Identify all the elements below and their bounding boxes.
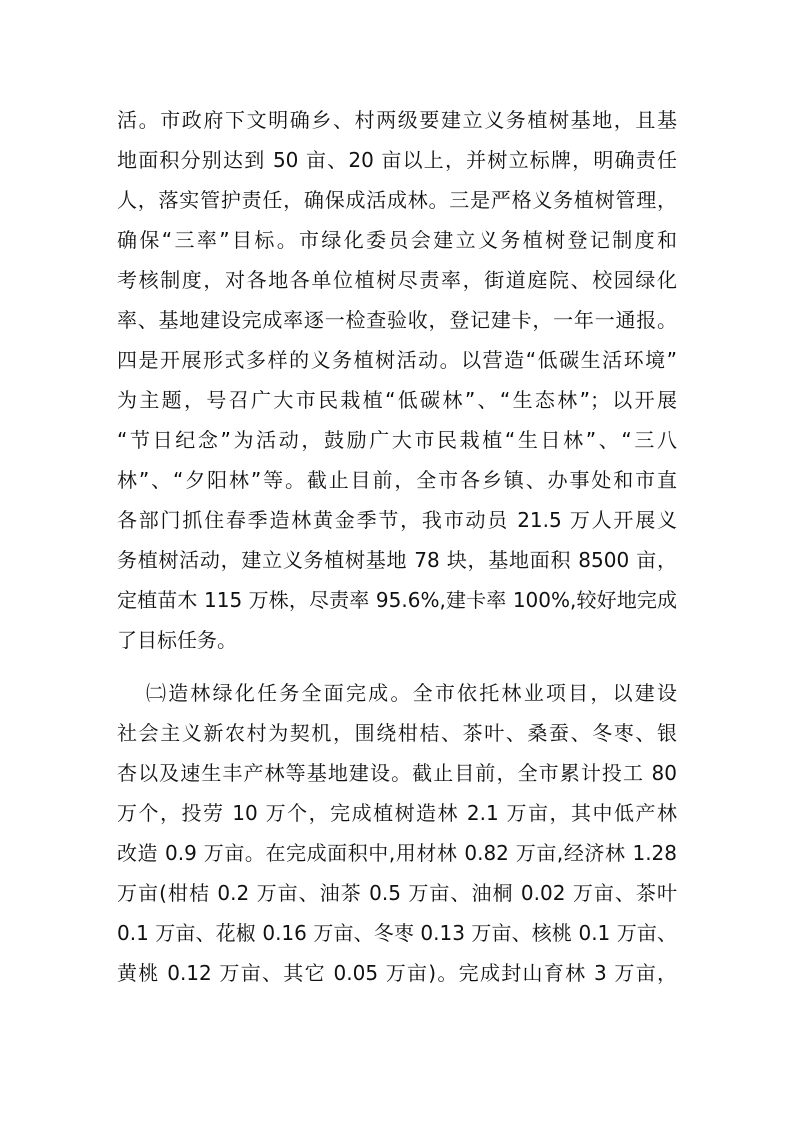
text-line: 地面积分别达到 50 亩、20 亩以上，并树立标牌，明确责任 — [117, 148, 677, 172]
text-line: 林”、“夕阳林”等。截止目前，全市各乡镇、办事处和市直 — [117, 468, 677, 492]
text-line: 确保“三率”目标。市绿化委员会建立义务植树登记制度和 — [117, 228, 677, 252]
text-line: 为主题，号召广大市民栽植“低碳林”、“生态林”；以开展 — [117, 388, 677, 412]
text-line: “节日纪念”为活动，鼓励广大市民栽植“生日林”、“三八 — [117, 428, 677, 452]
paragraph-heading-line: ㈡造林绿化任务全面完成。全市依托林业项目，以建设 — [146, 681, 677, 705]
text-line: 四是开展形式多样的义务植树活动。以营造“低碳生活环境” — [117, 348, 677, 372]
text-line: 改造 0.9 万亩。在完成面积中,用材林 0.82 万亩,经济林 1.28 — [117, 841, 677, 865]
text-line: 杏以及速生丰产林等基地建设。截止目前，全市累计投工 80 — [117, 761, 677, 785]
text-line: 定植苗木 115 万株，尽责率 95.6%,建卡率 100%,较好地完成 — [117, 588, 677, 612]
text-line: 率、基地建设完成率逐一检查验收，登记建卡，一年一通报。 — [117, 308, 677, 332]
text-line: 人，落实管护责任，确保成活成林。三是严格义务植树管理， — [117, 188, 677, 212]
text-line: 活。市政府下文明确乡、村两级要建立义务植树基地，且基 — [117, 108, 677, 132]
text-line: 社会主义新农村为契机，围绕柑桔、茶叶、桑蚕、冬枣、银 — [117, 721, 677, 745]
text-line: 黄桃 0.12 万亩、其它 0.05 万亩)。完成封山育林 3 万亩， — [117, 961, 677, 985]
text-line-paragraph-end: 了目标任务。 — [117, 628, 237, 652]
text-line: 0.1 万亩、花椒 0.16 万亩、冬枣 0.13 万亩、核桃 0.1 万亩、 — [117, 921, 677, 945]
text-line: 各部门抓住春季造林黄金季节，我市动员 21.5 万人开展义 — [117, 508, 677, 532]
text-line: 万亩(柑桔 0.2 万亩、油茶 0.5 万亩、油桐 0.02 万亩、茶叶 — [117, 881, 677, 905]
text-line: 务植树活动，建立义务植树基地 78 块，基地面积 8500 亩， — [117, 548, 677, 572]
text-line: 考核制度，对各地各单位植树尽责率，街道庭院、校园绿化 — [117, 268, 677, 292]
text-line: 万个，投劳 10 万个，完成植树造林 2.1 万亩，其中低产林 — [117, 801, 677, 825]
